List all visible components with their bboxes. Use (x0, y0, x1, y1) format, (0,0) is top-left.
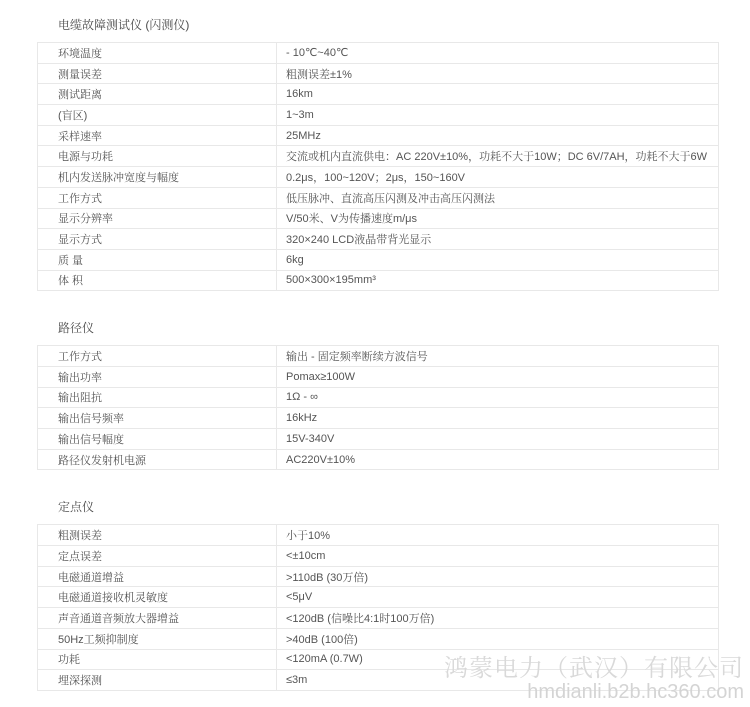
spec-parameter-label: 输出阻抗 (38, 387, 277, 408)
spec-row (38, 187, 719, 208)
spec-parameter-label: 电源与功耗 (38, 146, 277, 167)
spec-parameter-value: 粗测误差±1% (277, 63, 719, 84)
spec-parameter-label: 50Hz工频抑制度 (38, 628, 277, 649)
spec-row (38, 449, 719, 470)
spec-parameter-label: 输出功率 (38, 366, 277, 387)
spec-parameter-label: 显示分辨率 (38, 208, 277, 229)
spec-parameter-label: (盲区) (38, 105, 277, 126)
spec-parameter-label: 显示方式 (38, 229, 277, 250)
spec-row (38, 229, 719, 250)
spec-parameter-value: 1~3m (277, 105, 719, 126)
spec-row (38, 628, 719, 649)
spec-parameter-value: <120dB (信噪比4:1时100万倍) (277, 608, 719, 629)
spec-parameter-label: 测量误差 (38, 63, 277, 84)
spec-row (38, 587, 719, 608)
spec-parameter-value: 输出 - 固定频率断续方波信号 (277, 346, 719, 367)
watermark-url: hmdianli.b2b.hc360.com (527, 681, 744, 703)
spec-parameter-value: 0.2μs，100~120V；2μs，150~160V (277, 167, 719, 188)
spec-row (38, 366, 719, 387)
spec-parameter-label: 路径仪发射机电源 (38, 449, 277, 470)
spec-parameter-value: 低压脉冲、直流高压闪测及冲击高压闪测法 (277, 187, 719, 208)
spec-row (38, 525, 719, 546)
spec-parameter-value: ≤3m (277, 670, 719, 691)
spec-parameter-label: 埋深探测 (38, 670, 277, 691)
spec-parameter-label: 输出信号频率 (38, 408, 277, 429)
spec-row (38, 346, 719, 367)
spec-row (38, 408, 719, 429)
watermark-company-name: 鸿蒙电力（武汉）有限公司 (444, 655, 744, 682)
spec-parameter-label: 质 量 (38, 249, 277, 270)
spec-parameter-value: AC220V±10% (277, 449, 719, 470)
spec-parameter-value: 小于10% (277, 525, 719, 546)
spec-parameter-label: 电磁通道接收机灵敏度 (38, 587, 277, 608)
spec-parameter-value: <±10cm (277, 546, 719, 567)
spec-parameter-label: 体 积 (38, 270, 277, 291)
spec-parameter-value: 500×300×195mm³ (277, 270, 719, 291)
section-path-instrument (37, 322, 718, 470)
spec-table-body (38, 346, 719, 470)
spec-row (38, 566, 719, 587)
spec-row (38, 146, 719, 167)
spec-row (38, 43, 719, 64)
spec-parameter-value: >40dB (100倍) (277, 628, 719, 649)
section-title-pinpoint-instrument: 定点仪 (58, 500, 95, 515)
section-title-flash-tester: 电缆故障测试仪 (闪测仪) (58, 18, 190, 32)
spec-parameter-value: 交流或机内直流供电：AC 220V±10%，功耗不大于10W；DC 6V/7AH，功耗不大于6W (277, 146, 719, 167)
spec-table-body (38, 525, 719, 691)
spec-row (38, 84, 719, 105)
spec-row (38, 387, 719, 408)
spec-parameter-value: 16km (277, 84, 719, 105)
section-pinpoint-instrument (37, 501, 718, 691)
spec-parameter-value: >110dB (30万倍) (277, 566, 719, 587)
spec-row (38, 125, 719, 146)
spec-row (38, 249, 719, 270)
spec-row (38, 649, 719, 670)
spec-parameter-value: 320×240 LCD液晶带背光显示 (277, 229, 719, 250)
spec-parameter-label: 定点误差 (38, 546, 277, 567)
spec-table-path-instrument (37, 345, 719, 470)
section-flash-tester (37, 19, 718, 291)
spec-parameter-value: <120mA (0.7W) (277, 649, 719, 670)
spec-parameter-label: 工作方式 (38, 187, 277, 208)
spec-parameter-label: 机内发送脉冲宽度与幅度 (38, 167, 277, 188)
spec-row (38, 608, 719, 629)
spec-parameter-value: Pomax≥100W (277, 366, 719, 387)
spec-row (38, 63, 719, 84)
spec-row (38, 670, 719, 691)
spec-parameter-label: 工作方式 (38, 346, 277, 367)
spec-table-flash-tester (37, 42, 719, 291)
section-title-path-instrument: 路径仪 (58, 321, 95, 336)
spec-parameter-label: 环境温度 (38, 43, 277, 64)
spec-parameter-label: 电磁通道增益 (38, 566, 277, 587)
spec-parameter-label: 功耗 (38, 649, 277, 670)
spec-row (38, 167, 719, 188)
spec-parameter-value: 1Ω - ∞ (277, 387, 719, 408)
spec-parameter-label: 采样速率 (38, 125, 277, 146)
spec-content (37, 0, 718, 691)
spec-parameter-label: 声音通道音频放大器增益 (38, 608, 277, 629)
spec-parameter-label: 粗测误差 (38, 525, 277, 546)
spec-row (38, 270, 719, 291)
spec-parameter-value: 15V-340V (277, 429, 719, 450)
spec-parameter-value: 16kHz (277, 408, 719, 429)
spec-parameter-label: 输出信号幅度 (38, 429, 277, 450)
spec-parameter-value: V/50米、V为传播速度m/μs (277, 208, 719, 229)
spec-parameter-value: - 10℃~40℃ (277, 43, 719, 64)
spec-row (38, 429, 719, 450)
spec-table-body (38, 43, 719, 291)
spec-row (38, 546, 719, 567)
spec-parameter-value: 6kg (277, 249, 719, 270)
spec-row (38, 208, 719, 229)
spec-parameter-value: <5μV (277, 587, 719, 608)
spec-parameter-label: 测试距离 (38, 84, 277, 105)
spec-parameter-value: 25MHz (277, 125, 719, 146)
spec-table-pinpoint-instrument (37, 524, 719, 691)
spec-row (38, 105, 719, 126)
